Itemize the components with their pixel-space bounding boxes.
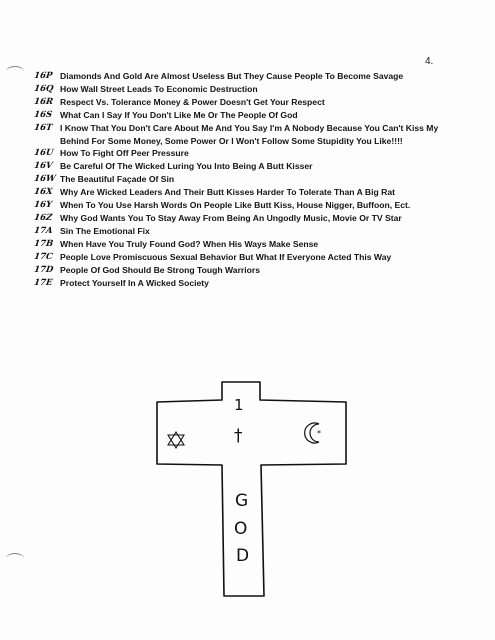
toc-entry-code: 17E [33, 277, 54, 288]
toc-entry-title: When Have You Truly Found God? When His Ways Make Sense [60, 238, 319, 249]
toc-entry [34, 277, 454, 290]
toc-entry [34, 70, 454, 83]
toc-entry-title: Be Careful Of The Wicked Luring You Into Being A Butt Kisser [60, 161, 313, 172]
toc-entry-code: 17C [33, 251, 54, 262]
toc-entry-title: I Know That You Don't Care About Me And You Say I'm A Nobody Because You Can't Kiss My Behind For Some Money, Some Power Or I Won't Follow Some Stupidity You Like!!!! [60, 122, 439, 146]
cross-letter-o: O [234, 519, 248, 539]
toc-entry-title: Why Are Wicked Leaders And Their Butt Kisses Harder To Tolerate Than A Big Rat [60, 187, 395, 198]
toc-entry-code: 16U [33, 148, 55, 159]
toc-entry-title: Protect Yourself In A Wicked Society [60, 277, 209, 288]
svg-text:*: * [317, 429, 321, 438]
toc-entry-title: Why God Wants You To Stay Away From Being An Ungodly Music, Movie Or TV Star [60, 212, 402, 223]
toc-entry-code: 17B [33, 238, 54, 249]
toc-entry-code: 16P [33, 71, 54, 81]
toc-entry-title: People Love Promiscuous Sexual Behavior But What If Everyone Acted This Way [60, 251, 392, 262]
cross-letter-d: D [236, 546, 250, 566]
toc-entry [34, 173, 454, 186]
cross-center-mark: † [234, 426, 243, 446]
toc-entry-code: 16Y [33, 200, 53, 211]
punch-hole-mark [6, 553, 24, 564]
toc-entry [34, 212, 454, 225]
toc-entry-code: 16R [33, 96, 54, 107]
toc-entry-title: What Can I Say If You Don't Like Me Or The People Of God [60, 109, 298, 120]
star-of-david-icon [166, 430, 186, 450]
page-number: 4. [425, 56, 434, 67]
toc-entry-title: When To You Use Harsh Words On People Like Butt Kiss, House Nigger, Buffoon, Ect. [60, 200, 411, 211]
toc-entry-code: 16W [33, 174, 57, 185]
cross-outline [152, 378, 352, 608]
toc-entry-code: 17D [33, 264, 54, 275]
toc-entry-code: 17A [33, 225, 54, 236]
toc-entry-title: The Beautiful Façade Of Sin [60, 174, 175, 185]
toc-entry-code: 16T [33, 122, 53, 133]
toc-entry-title: Respect Vs. Tolerance Money & Power Doesn't Get Your Respect [60, 96, 325, 107]
toc-entry [34, 264, 454, 277]
toc-entry-code: 16Q [33, 83, 55, 94]
toc-entry-title: How Wall Street Leads To Economic Destruction [60, 83, 258, 94]
cross-letter-g: G [235, 491, 249, 511]
toc-entry-code: 16Z [33, 212, 53, 223]
toc-entry [34, 109, 454, 122]
toc-entry-code: 16X [33, 187, 54, 198]
toc-entry [34, 122, 454, 148]
cross-top-text: 1 [234, 396, 244, 414]
toc-entry [34, 251, 454, 264]
toc-entry [34, 160, 454, 173]
table-of-contents [34, 70, 454, 289]
cross-drawing [152, 378, 352, 608]
toc-entry-title: People Of God Should Be Strong Tough Warriors [60, 264, 261, 275]
toc-entry [34, 225, 454, 238]
crescent-star-icon [302, 420, 328, 446]
punch-hole-mark [6, 66, 24, 77]
toc-entry [34, 96, 454, 109]
toc-entry [34, 199, 454, 212]
toc-entry [34, 83, 454, 96]
toc-entry-title: Diamonds And Gold Are Almost Useless But They Cause People To Become Savage [60, 71, 404, 81]
toc-entry [34, 186, 454, 199]
toc-entry [34, 147, 454, 160]
toc-entry-code: 16S [33, 109, 53, 120]
toc-entry [34, 238, 454, 251]
toc-entry-code: 16V [33, 161, 54, 172]
toc-entry-title: Sin The Emotional Fix [60, 225, 150, 236]
toc-entry-title: How To Fight Off Peer Pressure [60, 148, 189, 159]
